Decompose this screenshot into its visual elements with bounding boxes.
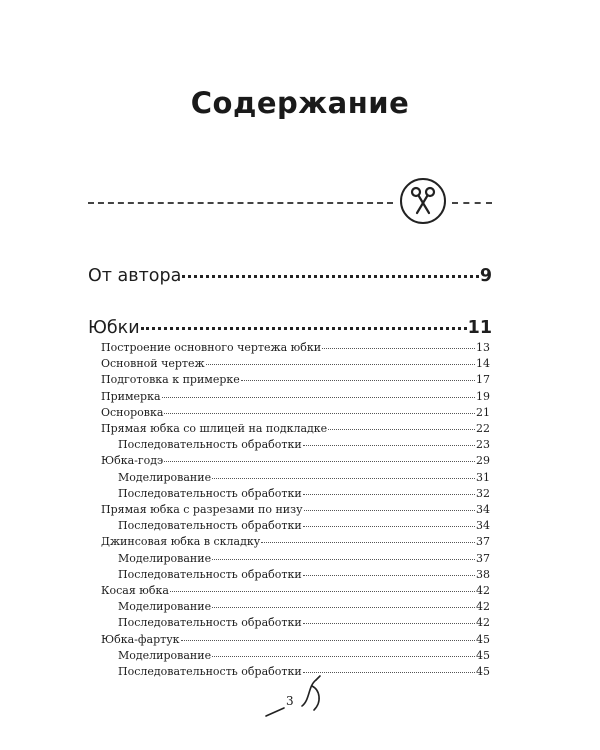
toc-page-number: 45 bbox=[476, 648, 490, 662]
toc-entry[interactable] bbox=[101, 390, 490, 403]
toc-entry[interactable] bbox=[101, 422, 490, 435]
leader-dots bbox=[206, 364, 475, 365]
toc-entry[interactable] bbox=[118, 616, 490, 629]
toc-page-number: 32 bbox=[476, 486, 490, 500]
scissors-icon bbox=[402, 180, 444, 222]
toc-entry-label: Юбка-фартук bbox=[101, 632, 180, 646]
leader-dots bbox=[241, 380, 475, 381]
toc-entry-label: Основной чертеж bbox=[101, 357, 205, 371]
leader-dots bbox=[170, 591, 475, 592]
leader-dots bbox=[303, 445, 475, 446]
toc-entry-label: Последовательность обработки bbox=[118, 665, 302, 678]
toc-entry[interactable] bbox=[101, 584, 490, 597]
toc-entry-label: Джинсовая юбка в складку bbox=[101, 535, 261, 549]
leader-dots bbox=[303, 575, 475, 576]
leader-dots bbox=[141, 327, 467, 330]
toc-entry[interactable] bbox=[101, 535, 490, 548]
leader-dots bbox=[303, 526, 475, 527]
toc-entry[interactable] bbox=[101, 406, 490, 419]
toc-entry[interactable] bbox=[101, 373, 490, 386]
toc-entry-label: Осноровка bbox=[101, 405, 164, 419]
toc-entry-label: Последовательность обработки bbox=[118, 567, 302, 581]
toc-entry[interactable] bbox=[118, 471, 490, 484]
leader-dots bbox=[212, 656, 475, 657]
toc-page-number: 9 bbox=[479, 266, 492, 286]
toc-entry-label: Моделирование bbox=[118, 551, 212, 565]
leader-dots bbox=[181, 640, 475, 641]
toc-entry-label: Последовательность обработки bbox=[118, 519, 302, 533]
toc-page-number: 37 bbox=[476, 535, 490, 549]
toc-page-number: 29 bbox=[476, 454, 490, 468]
toc-page-number: 31 bbox=[476, 470, 490, 484]
leader-dots bbox=[322, 348, 475, 349]
scissors-emblem bbox=[400, 178, 446, 224]
dashed-rule-right bbox=[452, 202, 492, 204]
toc-entry-label: Последовательность обработки bbox=[118, 486, 302, 500]
toc-page-number: 45 bbox=[476, 665, 490, 678]
toc-entry[interactable] bbox=[101, 633, 490, 646]
toc-entry-label: Моделирование bbox=[118, 470, 212, 484]
toc-page-number: 37 bbox=[476, 551, 490, 565]
toc-entry-label: Прямая юбка с разрезами по низу bbox=[101, 503, 303, 516]
toc-entry-label: Построение основного чертежа юбки bbox=[101, 341, 322, 354]
leader-dots bbox=[162, 397, 475, 398]
toc-page-number: 21 bbox=[476, 405, 490, 419]
leader-dots bbox=[212, 478, 475, 479]
toc-entry[interactable] bbox=[118, 552, 490, 565]
leader-dots bbox=[328, 429, 475, 430]
toc-entry-label: Юбка-годэ bbox=[101, 454, 164, 468]
toc-entry-skirts[interactable] bbox=[88, 318, 492, 338]
toc-page-number: 14 bbox=[476, 357, 490, 371]
toc-entry[interactable] bbox=[118, 649, 490, 662]
toc-entry-label: Примерка bbox=[101, 389, 161, 403]
leader-dots bbox=[261, 542, 475, 543]
toc-page-number: 13 bbox=[476, 341, 490, 354]
toc-page-number: 22 bbox=[476, 422, 490, 435]
toc-entry[interactable] bbox=[101, 503, 490, 516]
toc-entry-label: Моделирование bbox=[118, 600, 212, 614]
leader-dots bbox=[164, 461, 475, 462]
toc-page-number: 42 bbox=[476, 600, 490, 614]
leader-dots bbox=[182, 275, 479, 278]
toc-entry[interactable] bbox=[118, 519, 490, 532]
leader-dots bbox=[303, 494, 475, 495]
toc-page-number: 19 bbox=[476, 389, 490, 403]
toc-page-number: 34 bbox=[476, 519, 490, 533]
toc-entry-author[interactable] bbox=[88, 266, 492, 286]
toc-entry[interactable] bbox=[101, 341, 490, 354]
toc-page-number: 34 bbox=[476, 503, 490, 516]
leader-dots bbox=[164, 413, 475, 414]
toc-entry-label: Прямая юбка со шлицей на подкладке bbox=[101, 422, 328, 435]
toc-entry-label: Косая юбка bbox=[101, 584, 169, 597]
toc-page-number: 17 bbox=[476, 373, 490, 387]
toc-entry-label: Юбки bbox=[88, 318, 140, 338]
leader-dots bbox=[303, 623, 475, 624]
dashed-rule-left bbox=[88, 202, 393, 204]
toc-entry[interactable] bbox=[101, 357, 490, 370]
toc-entry-label: Последовательность обработки bbox=[118, 616, 302, 630]
toc-entry[interactable] bbox=[118, 438, 490, 451]
needle-thread-icon bbox=[262, 672, 332, 722]
page-title: Содержание bbox=[190, 86, 410, 120]
toc-page-number: 45 bbox=[476, 632, 490, 646]
toc-entry[interactable] bbox=[101, 454, 490, 467]
leader-dots bbox=[212, 607, 475, 608]
toc-entry-label: От автора bbox=[88, 266, 182, 286]
toc-entry[interactable] bbox=[118, 487, 490, 500]
toc-entry[interactable] bbox=[118, 600, 490, 613]
toc-page-number: 42 bbox=[476, 584, 490, 597]
toc-entry[interactable] bbox=[118, 568, 490, 581]
toc-page-number: 23 bbox=[476, 438, 490, 452]
leader-dots bbox=[304, 510, 475, 511]
toc-entry-label: Подготовка к примерке bbox=[101, 373, 240, 387]
toc-page-number: 42 bbox=[476, 616, 490, 630]
leader-dots bbox=[212, 559, 475, 560]
toc-page-number: 11 bbox=[467, 318, 492, 338]
toc-entry-label: Последовательность обработки bbox=[118, 438, 302, 452]
page-number: 3 bbox=[286, 694, 294, 708]
toc-entry-label: Моделирование bbox=[118, 648, 212, 662]
toc-page-number: 38 bbox=[476, 567, 490, 581]
